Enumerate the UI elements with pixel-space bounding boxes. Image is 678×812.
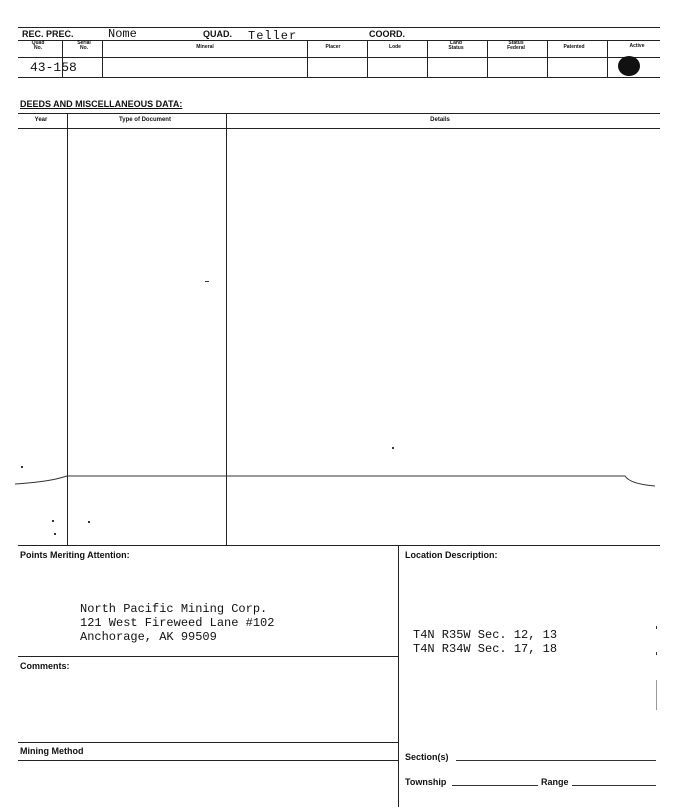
deeds-bottom-rule	[18, 545, 660, 546]
sections-label: Section(s)	[405, 752, 449, 762]
speck-mark	[656, 680, 657, 710]
deeds-col-details: Details	[430, 117, 450, 123]
speck-mark	[392, 447, 394, 449]
rec-prec-value: Nome	[108, 27, 137, 41]
header-divider-2	[102, 40, 103, 77]
col-land-status: Land Status	[448, 40, 464, 51]
lower-center-divider	[398, 545, 399, 807]
range-field-line	[572, 785, 656, 786]
col-quad-no: Quad No.	[31, 40, 45, 51]
col-status-federal: Status Federal	[507, 40, 525, 51]
location-line-2: T4N R34W Sec. 17, 18	[413, 642, 558, 656]
township-field-line	[452, 785, 538, 786]
speck-mark	[656, 652, 657, 655]
rec-prec-label: REC. PREC.	[22, 29, 74, 39]
points-label: Points Meriting Attention:	[20, 550, 130, 560]
speck-mark	[52, 520, 54, 522]
mining-method-label: Mining Method	[20, 746, 84, 756]
deeds-title: DEEDS AND MISCELLANEOUS DATA:	[20, 99, 183, 109]
comments-rule	[18, 656, 398, 657]
deeds-header-rule	[18, 128, 660, 129]
speck-mark	[21, 466, 23, 468]
comments-label: Comments:	[20, 661, 70, 671]
header-divider-3	[307, 40, 308, 77]
range-label: Range	[541, 777, 569, 787]
address-line-1: North Pacific Mining Corp.	[80, 602, 268, 616]
active-marker	[618, 56, 640, 76]
township-label: Township	[405, 777, 447, 787]
header-divider-7	[547, 40, 548, 77]
col-serial-no: Serial No.	[77, 40, 91, 51]
quad-value: Teller	[248, 29, 298, 43]
col-patented: Patented	[563, 44, 585, 50]
col-lode: Lode	[389, 44, 401, 50]
header-divider-4	[367, 40, 368, 77]
deeds-top-rule	[18, 113, 660, 114]
deeds-col-type: Type of Document	[119, 117, 171, 123]
col-mineral: Mineral	[196, 44, 214, 50]
header-divider-8	[607, 40, 608, 77]
header-divider-6	[487, 40, 488, 77]
address-line-3: Anchorage, AK 99509	[80, 630, 217, 644]
quad-no-value: 43-158	[30, 60, 77, 75]
record-rule	[18, 77, 660, 78]
col-placer: Placer	[325, 44, 341, 50]
coord-label: COORD.	[369, 29, 405, 39]
location-label: Location Description:	[405, 550, 498, 560]
column-header-rule	[18, 57, 660, 58]
col-active: Active	[629, 43, 645, 49]
deeds-col-year: Year	[34, 117, 48, 123]
mining-method-rule	[18, 742, 398, 743]
header-divider-1	[62, 40, 63, 77]
address-line-2: 121 West Fireweed Lane #102	[80, 616, 275, 630]
quad-label: QUAD.	[203, 29, 232, 39]
header-rule	[18, 40, 660, 41]
sections-field-line	[456, 760, 656, 761]
speck-mark	[88, 521, 90, 523]
speck-mark	[205, 281, 209, 282]
paper-fold-line	[15, 470, 665, 495]
header-divider-5	[427, 40, 428, 77]
mining-method-bottom-rule	[18, 760, 398, 761]
speck-mark	[656, 626, 657, 629]
location-line-1: T4N R35W Sec. 12, 13	[413, 628, 558, 642]
speck-mark	[54, 533, 56, 535]
